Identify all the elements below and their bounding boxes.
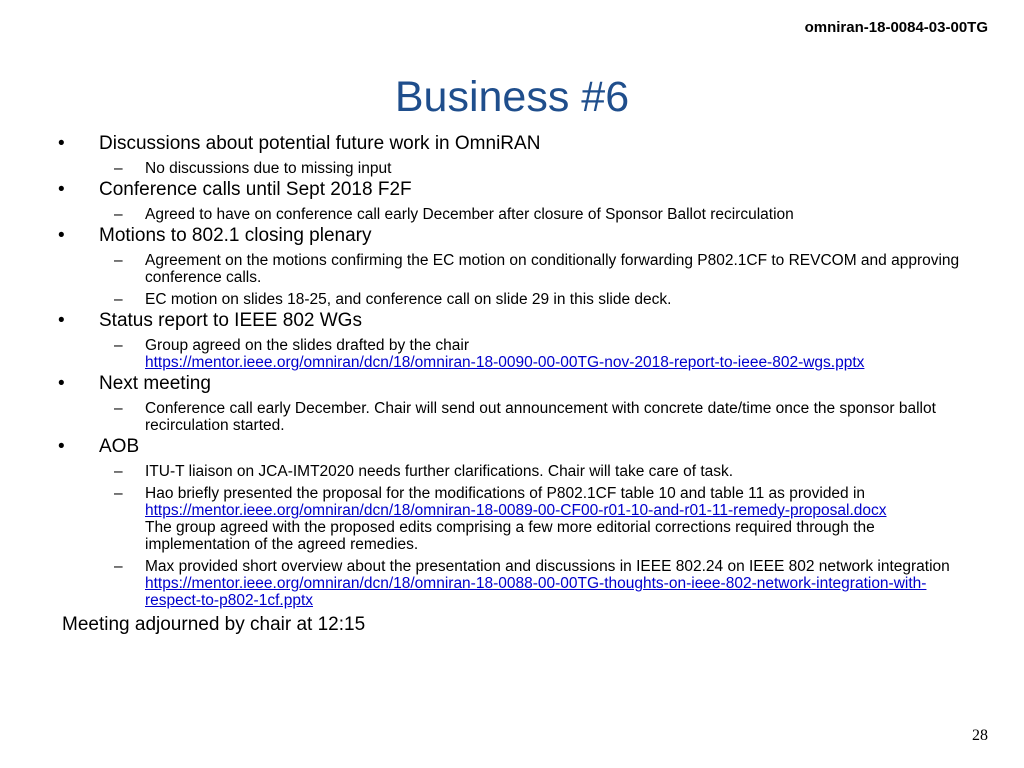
- bullet-icon: •: [58, 373, 65, 394]
- sub-item-text: EC motion on slides 18-25, and conference call on slide 29 in this slide deck.: [145, 291, 672, 308]
- sub-item: [56, 400, 966, 434]
- sub-item: [56, 558, 966, 609]
- sub-item-text: ITU-T liaison on JCA-IMT2020 needs further clarifications. Chair will take care of task.: [145, 463, 734, 480]
- sub-item: [56, 206, 966, 223]
- bullet-text: Next meeting: [99, 373, 211, 394]
- slide-title: Business #6: [394, 73, 630, 121]
- bullet-text: Conference calls until Sept 2018 F2F: [99, 179, 412, 200]
- bullet-icon: •: [58, 436, 65, 457]
- dash-icon: –: [114, 337, 123, 354]
- bullet-text: Motions to 802.1 closing plenary: [99, 225, 372, 246]
- bullet-icon: •: [58, 179, 65, 200]
- dash-icon: –: [114, 160, 123, 177]
- sub-item: [56, 160, 966, 177]
- dash-icon: –: [114, 463, 123, 480]
- dash-icon: –: [114, 252, 123, 269]
- dash-icon: –: [114, 206, 123, 223]
- bullet-item: [56, 373, 966, 395]
- sub-item-followup: The group agreed with the proposed edits comprising a few more editorial corrections required through the implementation of the agreed remedies.: [145, 519, 875, 553]
- bullet-icon: •: [58, 310, 65, 331]
- bullet-text: Discussions about potential future work in OmniRAN: [99, 133, 541, 154]
- bullet-icon: •: [58, 133, 65, 154]
- slide-content: [56, 131, 966, 636]
- dash-icon: –: [114, 485, 123, 502]
- bullet-item: [56, 436, 966, 458]
- sub-item-text: Agreement on the motions confirming the EC motion on conditionally forwarding P802.1CF to REVCOM and approving conference calls.: [145, 252, 960, 286]
- bullet-icon: •: [58, 225, 65, 246]
- sub-item-text: Max provided short overview about the presentation and discussions in IEEE 802.24 on IEEE 802 network integration: [145, 558, 950, 575]
- report-link[interactable]: https://mentor.ieee.org/omniran/dcn/18/omniran-18-0090-00-00TG-nov-2018-report-to-ieee-802-wgs.pptx: [145, 354, 865, 371]
- sub-item-text: Hao briefly presented the proposal for the modifications of P802.1CF table 10 and table 11 as provided in: [145, 485, 866, 502]
- sub-item-text: Group agreed on the slides drafted by the chair: [145, 337, 469, 354]
- document-id: omniran-18-0084-03-00TG: [804, 19, 988, 36]
- sub-item: [56, 252, 966, 286]
- remedy-proposal-link[interactable]: https://mentor.ieee.org/omniran/dcn/18/omniran-18-0089-00-CF00-r01-10-and-r01-11-remedy-proposal.docx: [145, 502, 887, 519]
- dash-icon: –: [114, 291, 123, 308]
- bullet-item: [56, 310, 966, 332]
- bullet-text: Status report to IEEE 802 WGs: [99, 310, 362, 331]
- dash-icon: –: [114, 558, 123, 575]
- sub-item-text: Agreed to have on conference call early December after closure of Sponsor Ballot recirculation: [145, 206, 794, 223]
- sub-item: [56, 485, 966, 553]
- page-number: 28: [972, 727, 988, 744]
- closing-line: Meeting adjourned by chair at 12:15: [62, 614, 366, 635]
- bullet-text: AOB: [99, 436, 140, 457]
- sub-item: [56, 337, 966, 371]
- dash-icon: –: [114, 400, 123, 417]
- bullet-item: [56, 133, 966, 155]
- sub-item: [56, 291, 966, 308]
- sub-item-text: No discussions due to missing input: [145, 160, 392, 177]
- bullet-item: [56, 179, 966, 201]
- sub-item-text: Conference call early December. Chair will send out announcement with concrete date/time once the sponsor ballot recirculation started.: [145, 400, 936, 434]
- bullet-item: [56, 225, 966, 247]
- network-integration-link[interactable]: https://mentor.ieee.org/omniran/dcn/18/omniran-18-0088-00-00TG-thoughts-on-ieee-802-network-integration-with-respect-to-p802-1cf.pptx: [145, 575, 927, 609]
- sub-item: [56, 463, 966, 480]
